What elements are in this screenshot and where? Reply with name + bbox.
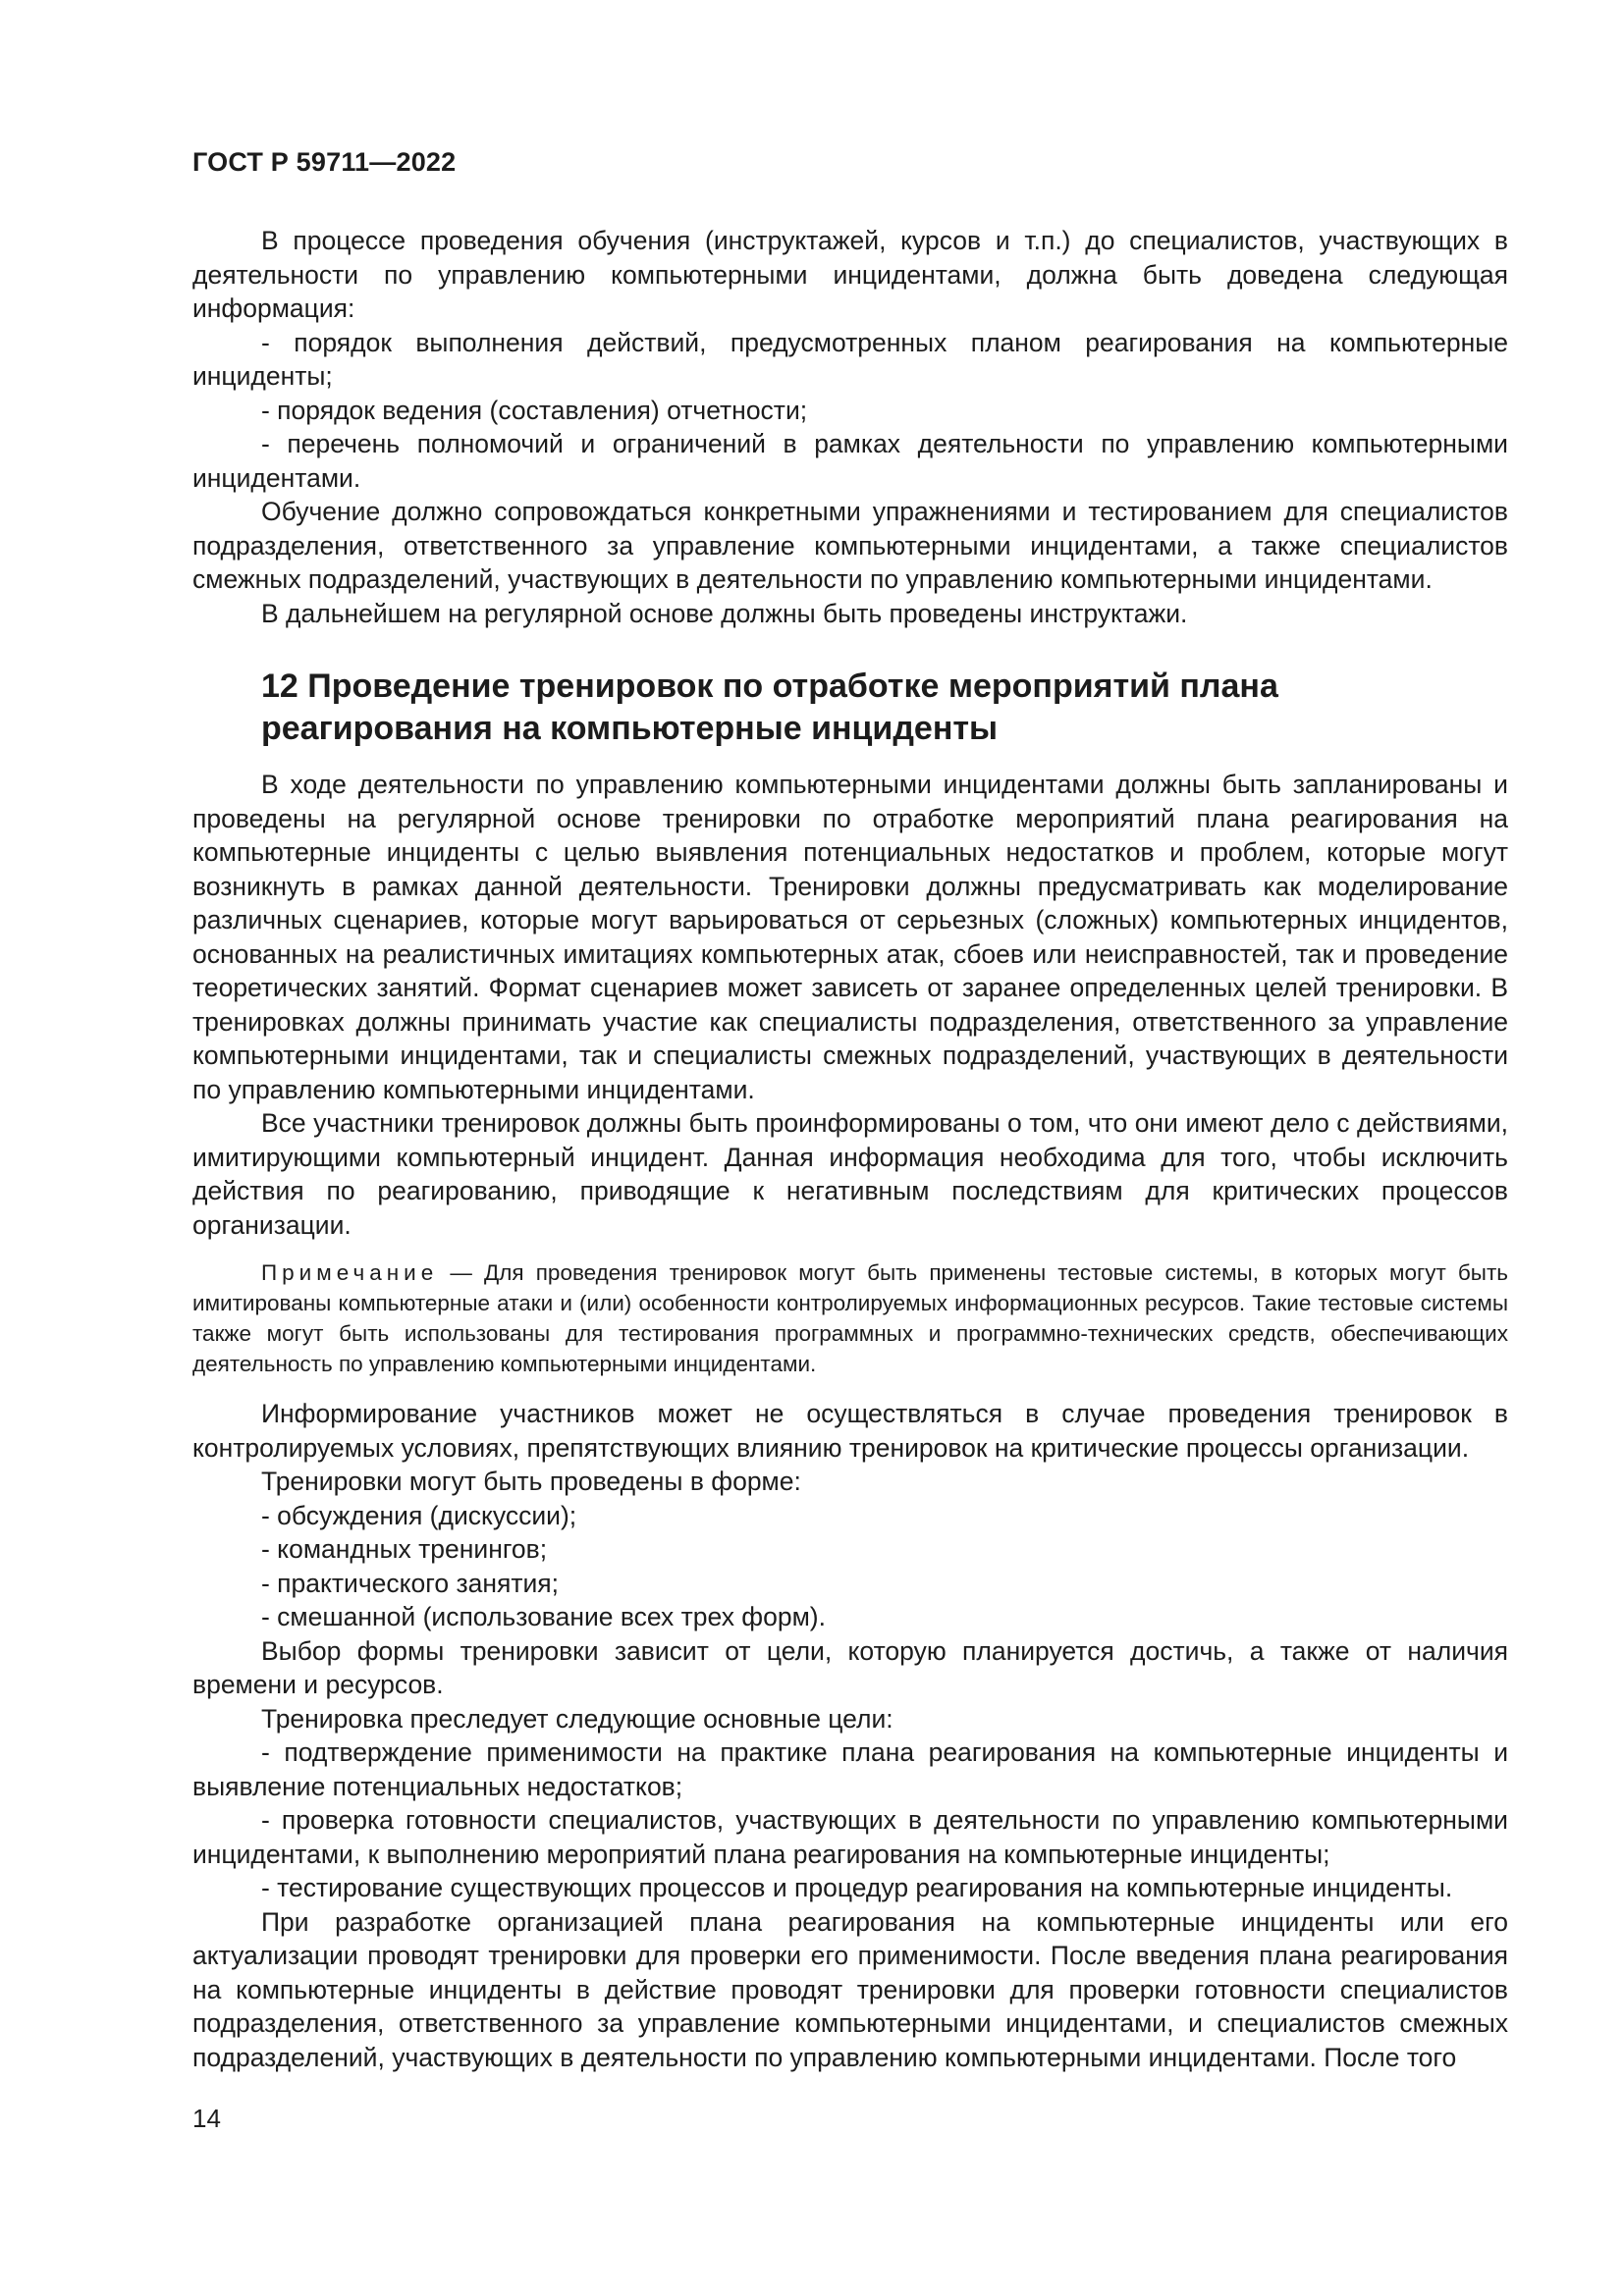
document-header: ГОСТ Р 59711—2022 <box>192 147 457 177</box>
list-item: - тестирование существующих процессов и процедур реагирования на компьютерные инциденты. <box>261 1873 1453 1902</box>
note-label: Примечание <box>261 1260 439 1285</box>
list-item: - порядок ведения (составления) отчетности; <box>261 395 808 425</box>
paragraph: В процессе проведения обучения (инструктажей, курсов и т.п.) до специалистов, участвующих в деятельности по управлению компьютерными инцидентами, должна быть доведена следующая информация: <box>192 226 1508 323</box>
note-block <box>192 1257 1508 1379</box>
paragraph: Обучение должно сопровождаться конкретными упражнениями и тестированием для специалистов подразделения, ответственного за управление компьютерными инцидентами, а также специалистов смежных подразделений, участвующих в деятельности по управлению компьютерными инцидентами. <box>192 497 1508 594</box>
paragraph: Все участники тренировок должны быть проинформированы о том, что они имеют дело с действиями, имитирующими компьютерный инцидент. Данная информация необходима для того, чтобы исключить действия по реагированию, приводящие к негативным последствиям для критических процессов организации. <box>192 1108 1508 1240</box>
paragraph: В ходе деятельности по управлению компьютерными инцидентами должны быть запланированы и проведены на регулярной основе тренировки по отработке мероприятий плана реагирования на компьютерные инциденты с целью выявления потенциальных недостатков и проблем, которые могут возникнуть в рамках данной деятельности. Тренировки должны предусматривать как моделирование различных сценариев, которые могут варьироваться от серьезных (сложных) компьютерных инцидентов, основанных на реалистичных имитациях компьютерных атак, сбоев или неисправностей, так и проведение теоретических занятий. Формат сценариев может зависеть от заранее определенных целей тренировки. В тренировках должны принимать участие как специалисты подразделения, ответственного за управление компьютерными инцидентами, так и специалисты смежных подразделений, участвующих в деятельности по управлению компьютерными инцидентами. <box>192 770 1508 1104</box>
page-number: 14 <box>192 2104 221 2133</box>
paragraph: Информирование участников может не осуществляться в случае проведения тренировок в контролируемых условиях, препятствующих влиянию тренировок на критические процессы организации. <box>192 1399 1508 1463</box>
list-item: - командных тренингов; <box>261 1534 548 1564</box>
paragraph: Выбор формы тренировки зависит от цели, которую планируется достичь, а также от наличия времени и ресурсов. <box>192 1635 1508 1699</box>
list-item: - смешанной (использование всех трех форм). <box>261 1602 826 1631</box>
note-text: — Для проведения тренировок могут быть применены тестовые системы, в которых могут быть имитированы компьютерные атаки и (или) особенности контролируемых информационных ресурсов. Такие тестовые системы также могут быть использованы для тестирования программных и программно-технических средств, обеспечивающих деятельность по управлению компьютерными инцидентами. <box>192 1260 1508 1376</box>
list-item: - проверка готовности специалистов, участвующих в деятельности по управлению компьютерными инцидентами, к выполнению мероприятий плана реагирования на компьютерные инциденты; <box>192 1805 1508 1869</box>
paragraph: При разработке организацией плана реагирования на компьютерные инциденты или его актуализации проводят тренировки для проверки его применимости. После введения плана реагирования на компьютерные инциденты в действие проводят тренировки для проверки готовности специалистов подразделения, ответственного за управление компьютерными инцидентами, и специалистов смежных подразделений, участвующих в деятельности по управлению компьютерными инцидентами. После того <box>192 1906 1508 2072</box>
paragraph: В дальнейшем на регулярной основе должны быть проведены инструктажи. <box>261 598 1188 628</box>
list-item: - порядок выполнения действий, предусмотренных планом реагирования на компьютерные инциденты; <box>192 327 1508 391</box>
list-item: - подтверждение применимости на практике плана реагирования на компьютерные инциденты и выявление потенциальных недостатков; <box>192 1737 1508 1801</box>
list-item: - практического занятия; <box>261 1568 559 1598</box>
paragraph: Тренировки могут быть проведены в форме: <box>261 1467 801 1496</box>
paragraph: Тренировка преследует следующие основные цели: <box>261 1703 893 1734</box>
section-heading: 12 Проведение тренировок по отработке мероприятий плана реагирования на компьютерные инциденты <box>261 667 1278 747</box>
list-item: - перечень полномочий и ограничений в рамках деятельности по управлению компьютерными инцидентами. <box>192 429 1508 493</box>
page-content <box>192 224 1508 2074</box>
list-item: - обсуждения (дискуссии); <box>261 1500 577 1530</box>
